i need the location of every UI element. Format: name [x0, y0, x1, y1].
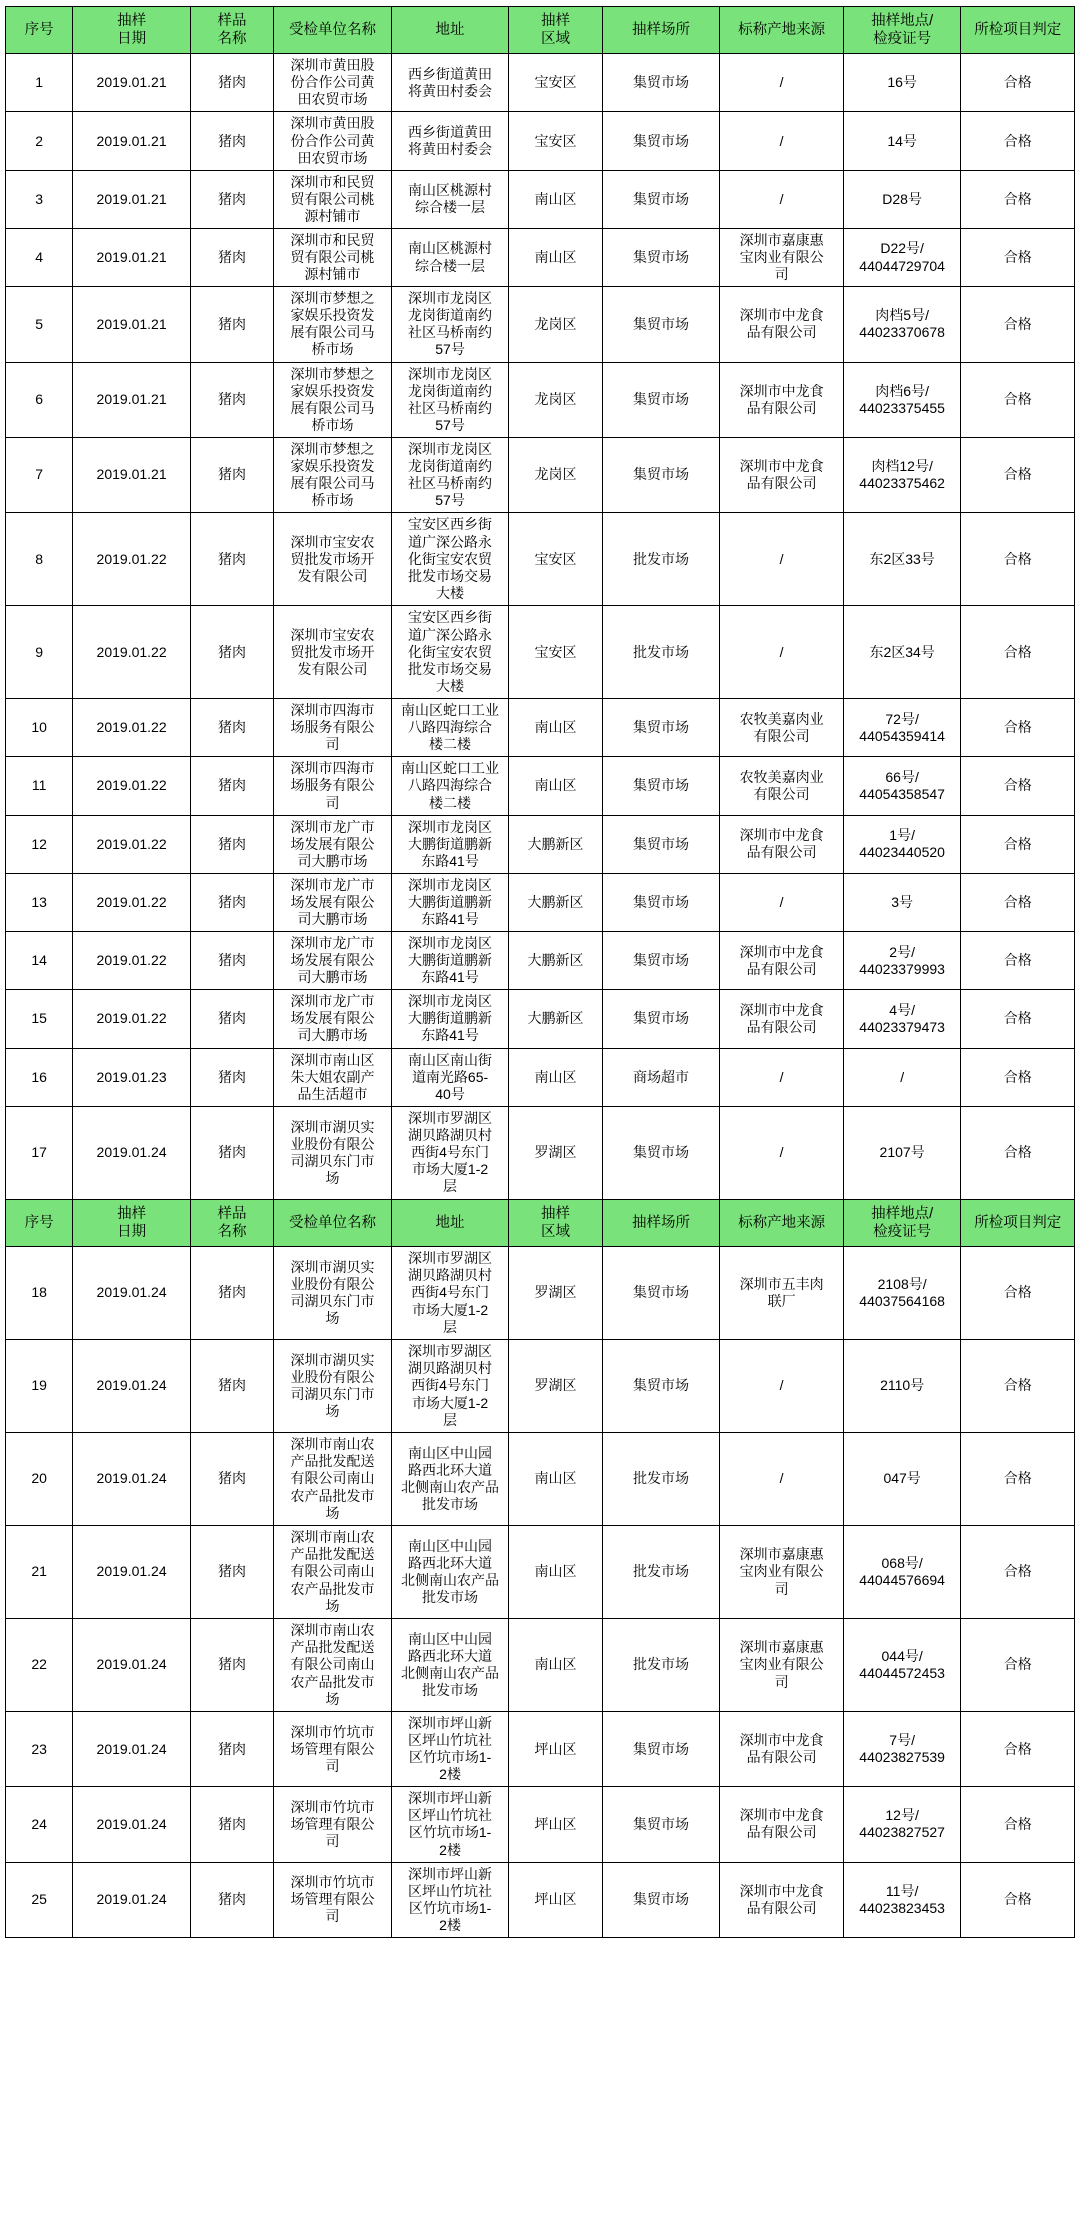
cell-address: 深圳市龙岗区 龙岗街道南约 社区马桥南约 57号: [391, 437, 509, 512]
cell-origin: 深圳市中龙食 品有限公司: [720, 815, 844, 873]
cell-index: 7: [6, 437, 73, 512]
cell-inspected-unit: 深圳市南山农 产品批发配送 有限公司南山 农产品批发市 场: [274, 1619, 392, 1712]
header-date: 抽样 日期: [73, 1199, 191, 1246]
cell-serial: 72号/ 44054359414: [843, 699, 961, 757]
table-row: [6, 1247, 1075, 1340]
cell-region: 宝安区: [509, 606, 602, 699]
cell-serial: 肉档12号/ 44023375462: [843, 437, 961, 512]
table-row: [6, 1619, 1075, 1712]
cell-inspected-unit: 深圳市竹坑市 场管理有限公 司: [274, 1787, 392, 1862]
cell-date: 2019.01.24: [73, 1433, 191, 1526]
cell-serial: 068号/ 44044576694: [843, 1526, 961, 1619]
cell-inspected-unit: 深圳市龙广市 场发展有限公 司大鹏市场: [274, 932, 392, 990]
cell-date: 2019.01.22: [73, 990, 191, 1048]
cell-date: 2019.01.21: [73, 228, 191, 286]
cell-date: 2019.01.22: [73, 699, 191, 757]
cell-date: 2019.01.21: [73, 287, 191, 362]
cell-sample-name: 猪肉: [190, 815, 273, 873]
cell-address: 南山区蛇口工业 八路四海综合 楼二楼: [391, 757, 509, 815]
table-row: [6, 699, 1075, 757]
cell-sample-name: 猪肉: [190, 287, 273, 362]
cell-sample-name: 猪肉: [190, 1340, 273, 1433]
cell-sample-name: 猪肉: [190, 1526, 273, 1619]
cell-region: 南山区: [509, 1619, 602, 1712]
cell-region: 大鹏新区: [509, 873, 602, 931]
cell-result: 合格: [961, 815, 1075, 873]
cell-serial: 2110号: [843, 1340, 961, 1433]
cell-inspected-unit: 深圳市宝安农 贸批发市场开 发有限公司: [274, 606, 392, 699]
cell-serial: 047号: [843, 1433, 961, 1526]
cell-index: 5: [6, 287, 73, 362]
cell-sample-name: 猪肉: [190, 54, 273, 112]
header-sampling-place: 抽样场所: [602, 1199, 720, 1246]
cell-index: 4: [6, 228, 73, 286]
cell-region: 罗湖区: [509, 1106, 602, 1199]
cell-date: 2019.01.24: [73, 1862, 191, 1937]
cell-date: 2019.01.21: [73, 112, 191, 170]
cell-result: 合格: [961, 1787, 1075, 1862]
cell-index: 11: [6, 757, 73, 815]
cell-sampling-place: 集贸市场: [602, 1787, 720, 1862]
cell-address: 深圳市龙岗区 大鹏街道鹏新 东路41号: [391, 932, 509, 990]
cell-index: 16: [6, 1048, 73, 1106]
cell-sample-name: 猪肉: [190, 873, 273, 931]
cell-sample-name: 猪肉: [190, 437, 273, 512]
cell-region: 坪山区: [509, 1787, 602, 1862]
cell-result: 合格: [961, 513, 1075, 606]
cell-origin: 深圳市嘉康惠 宝肉业有限公 司: [720, 1526, 844, 1619]
cell-date: 2019.01.24: [73, 1526, 191, 1619]
table-row: [6, 513, 1075, 606]
cell-origin: 深圳市中龙食 品有限公司: [720, 1862, 844, 1937]
cell-sample-name: 猪肉: [190, 757, 273, 815]
table-row: [6, 1526, 1075, 1619]
cell-origin: /: [720, 170, 844, 228]
cell-origin: 深圳市五丰肉 联厂: [720, 1247, 844, 1340]
cell-sample-name: 猪肉: [190, 228, 273, 286]
cell-index: 21: [6, 1526, 73, 1619]
cell-index: 17: [6, 1106, 73, 1199]
cell-region: 大鹏新区: [509, 990, 602, 1048]
cell-index: 1: [6, 54, 73, 112]
cell-address: 深圳市龙岗区 大鹏街道鹏新 东路41号: [391, 815, 509, 873]
cell-index: 15: [6, 990, 73, 1048]
cell-index: 10: [6, 699, 73, 757]
cell-sample-name: 猪肉: [190, 1433, 273, 1526]
cell-sampling-place: 商场超市: [602, 1048, 720, 1106]
cell-result: 合格: [961, 757, 1075, 815]
cell-sample-name: 猪肉: [190, 1048, 273, 1106]
cell-sampling-place: 集贸市场: [602, 1340, 720, 1433]
cell-sampling-place: 集贸市场: [602, 437, 720, 512]
cell-origin: /: [720, 1048, 844, 1106]
cell-origin: /: [720, 112, 844, 170]
cell-origin: 深圳市中龙食 品有限公司: [720, 1787, 844, 1862]
cell-date: 2019.01.24: [73, 1247, 191, 1340]
cell-date: 2019.01.22: [73, 815, 191, 873]
cell-serial: 肉档6号/ 44023375455: [843, 362, 961, 437]
header-result: 所检项目判定: [961, 7, 1075, 54]
cell-origin: /: [720, 606, 844, 699]
cell-inspected-unit: 深圳市南山农 产品批发配送 有限公司南山 农产品批发市 场: [274, 1433, 392, 1526]
cell-date: 2019.01.22: [73, 513, 191, 606]
cell-region: 宝安区: [509, 112, 602, 170]
table-row: [6, 606, 1075, 699]
cell-index: 24: [6, 1787, 73, 1862]
cell-inspected-unit: 深圳市黄田股 份合作公司黄 田农贸市场: [274, 112, 392, 170]
cell-sampling-place: 集贸市场: [602, 1862, 720, 1937]
cell-date: 2019.01.22: [73, 606, 191, 699]
cell-inspected-unit: 深圳市竹坑市 场管理有限公 司: [274, 1712, 392, 1787]
cell-sampling-place: 集贸市场: [602, 1106, 720, 1199]
header-serial: 抽样地点/ 检疫证号: [843, 7, 961, 54]
cell-region: 南山区: [509, 1433, 602, 1526]
cell-origin: 深圳市中龙食 品有限公司: [720, 990, 844, 1048]
header-origin: 标称产地来源: [720, 7, 844, 54]
cell-serial: D28号: [843, 170, 961, 228]
cell-region: 宝安区: [509, 513, 602, 606]
cell-sample-name: 猪肉: [190, 513, 273, 606]
table-row: [6, 757, 1075, 815]
header-sample-name: 样品 名称: [190, 1199, 273, 1246]
cell-date: 2019.01.22: [73, 873, 191, 931]
cell-sampling-place: 批发市场: [602, 1433, 720, 1526]
cell-address: 深圳市坪山新 区坪山竹坑社 区竹坑市场1- 2楼: [391, 1862, 509, 1937]
header-sampling-place: 抽样场所: [602, 7, 720, 54]
cell-index: 22: [6, 1619, 73, 1712]
cell-sampling-place: 批发市场: [602, 1526, 720, 1619]
cell-region: 龙岗区: [509, 437, 602, 512]
cell-serial: 16号: [843, 54, 961, 112]
cell-result: 合格: [961, 437, 1075, 512]
cell-address: 南山区中山园 路西北环大道 北侧南山农产品 批发市场: [391, 1526, 509, 1619]
cell-address: 深圳市罗湖区 湖贝路湖贝村 西街4号东门 市场大厦1-2 层: [391, 1247, 509, 1340]
cell-origin: 农牧美嘉肉业 有限公司: [720, 699, 844, 757]
cell-address: 宝安区西乡街 道广深公路永 化街宝安农贸 批发市场交易 大楼: [391, 513, 509, 606]
cell-result: 合格: [961, 1862, 1075, 1937]
cell-result: 合格: [961, 873, 1075, 931]
cell-result: 合格: [961, 170, 1075, 228]
cell-sampling-place: 批发市场: [602, 606, 720, 699]
cell-sample-name: 猪肉: [190, 932, 273, 990]
cell-serial: 66号/ 44054358547: [843, 757, 961, 815]
cell-serial: 肉档5号/ 44023370678: [843, 287, 961, 362]
header-index: 序号: [6, 1199, 73, 1246]
cell-index: 25: [6, 1862, 73, 1937]
cell-serial: 2107号: [843, 1106, 961, 1199]
cell-inspected-unit: 深圳市梦想之 家娱乐投资发 展有限公司马 桥市场: [274, 437, 392, 512]
cell-address: 深圳市坪山新 区坪山竹坑社 区竹坑市场1- 2楼: [391, 1712, 509, 1787]
cell-inspected-unit: 深圳市和民贸 贸有限公司桃 源村铺市: [274, 170, 392, 228]
cell-index: 20: [6, 1433, 73, 1526]
cell-region: 龙岗区: [509, 362, 602, 437]
cell-serial: /: [843, 1048, 961, 1106]
cell-region: 南山区: [509, 757, 602, 815]
cell-index: 8: [6, 513, 73, 606]
cell-index: 3: [6, 170, 73, 228]
cell-region: 南山区: [509, 228, 602, 286]
cell-result: 合格: [961, 1048, 1075, 1106]
header-date: 抽样 日期: [73, 7, 191, 54]
table-header-row: [6, 7, 1075, 54]
cell-inspected-unit: 深圳市和民贸 贸有限公司桃 源村铺市: [274, 228, 392, 286]
cell-index: 18: [6, 1247, 73, 1340]
cell-address: 宝安区西乡街 道广深公路永 化街宝安农贸 批发市场交易 大楼: [391, 606, 509, 699]
cell-index: 12: [6, 815, 73, 873]
cell-origin: /: [720, 873, 844, 931]
cell-inspected-unit: 深圳市湖贝实 业股份有限公 司湖贝东门市 场: [274, 1340, 392, 1433]
cell-date: 2019.01.22: [73, 932, 191, 990]
cell-region: 大鹏新区: [509, 815, 602, 873]
cell-serial: 14号: [843, 112, 961, 170]
cell-index: 23: [6, 1712, 73, 1787]
cell-sampling-place: 集贸市场: [602, 287, 720, 362]
cell-address: 深圳市龙岗区 大鹏街道鹏新 东路41号: [391, 990, 509, 1048]
cell-sampling-place: 集贸市场: [602, 873, 720, 931]
cell-serial: 7号/ 44023827539: [843, 1712, 961, 1787]
cell-address: 西乡街道黄田 将黄田村委会: [391, 54, 509, 112]
cell-sample-name: 猪肉: [190, 1106, 273, 1199]
cell-sampling-place: 集贸市场: [602, 1247, 720, 1340]
cell-result: 合格: [961, 287, 1075, 362]
cell-origin: 深圳市嘉康惠 宝肉业有限公 司: [720, 1619, 844, 1712]
cell-sampling-place: 集贸市场: [602, 362, 720, 437]
header-region: 抽样 区域: [509, 1199, 602, 1246]
cell-region: 罗湖区: [509, 1247, 602, 1340]
cell-sampling-place: 集贸市场: [602, 170, 720, 228]
cell-date: 2019.01.22: [73, 757, 191, 815]
cell-index: 9: [6, 606, 73, 699]
cell-origin: /: [720, 1433, 844, 1526]
cell-origin: 深圳市中龙食 品有限公司: [720, 437, 844, 512]
cell-inspected-unit: 深圳市龙广市 场发展有限公 司大鹏市场: [274, 873, 392, 931]
cell-serial: 3号: [843, 873, 961, 931]
cell-date: 2019.01.24: [73, 1106, 191, 1199]
table-row: [6, 287, 1075, 362]
table-row: [6, 815, 1075, 873]
table-row: [6, 1862, 1075, 1937]
cell-sample-name: 猪肉: [190, 990, 273, 1048]
cell-origin: 深圳市中龙食 品有限公司: [720, 1712, 844, 1787]
table-row: [6, 170, 1075, 228]
table-row: [6, 362, 1075, 437]
cell-sample-name: 猪肉: [190, 1247, 273, 1340]
header-address: 地址: [391, 1199, 509, 1246]
cell-sampling-place: 集贸市场: [602, 757, 720, 815]
cell-date: 2019.01.24: [73, 1787, 191, 1862]
cell-region: 坪山区: [509, 1862, 602, 1937]
cell-result: 合格: [961, 606, 1075, 699]
cell-serial: 东2区33号: [843, 513, 961, 606]
cell-sample-name: 猪肉: [190, 112, 273, 170]
cell-serial: 2号/ 44023379993: [843, 932, 961, 990]
table-row: [6, 1048, 1075, 1106]
table-row: [6, 1787, 1075, 1862]
cell-inspected-unit: 深圳市南山农 产品批发配送 有限公司南山 农产品批发市 场: [274, 1526, 392, 1619]
cell-result: 合格: [961, 1106, 1075, 1199]
cell-address: 深圳市龙岗区 大鹏街道鹏新 东路41号: [391, 873, 509, 931]
cell-sampling-place: 集贸市场: [602, 228, 720, 286]
cell-index: 14: [6, 932, 73, 990]
cell-origin: /: [720, 513, 844, 606]
cell-origin: /: [720, 1340, 844, 1433]
cell-result: 合格: [961, 228, 1075, 286]
cell-sample-name: 猪肉: [190, 699, 273, 757]
cell-inspected-unit: 深圳市湖贝实 业股份有限公 司湖贝东门市 场: [274, 1106, 392, 1199]
cell-date: 2019.01.24: [73, 1712, 191, 1787]
header-result: 所检项目判定: [961, 1199, 1075, 1246]
cell-serial: 12号/ 44023827527: [843, 1787, 961, 1862]
table-row: [6, 437, 1075, 512]
cell-inspected-unit: 深圳市竹坑市 场管理有限公 司: [274, 1862, 392, 1937]
cell-sampling-place: 集贸市场: [602, 932, 720, 990]
table-row: [6, 1340, 1075, 1433]
cell-date: 2019.01.21: [73, 437, 191, 512]
cell-index: 6: [6, 362, 73, 437]
cell-region: 大鹏新区: [509, 932, 602, 990]
cell-serial: 2108号/ 44037564168: [843, 1247, 961, 1340]
cell-inspected-unit: 深圳市湖贝实 业股份有限公 司湖贝东门市 场: [274, 1247, 392, 1340]
inspection-results-table: [5, 6, 1075, 1938]
cell-inspected-unit: 深圳市龙广市 场发展有限公 司大鹏市场: [274, 815, 392, 873]
cell-serial: 044号/ 44044572453: [843, 1619, 961, 1712]
cell-sample-name: 猪肉: [190, 1787, 273, 1862]
header-index: 序号: [6, 7, 73, 54]
cell-origin: 深圳市嘉康惠 宝肉业有限公 司: [720, 228, 844, 286]
cell-sampling-place: 集贸市场: [602, 990, 720, 1048]
cell-serial: 1号/ 44023440520: [843, 815, 961, 873]
cell-region: 南山区: [509, 170, 602, 228]
cell-result: 合格: [961, 932, 1075, 990]
cell-result: 合格: [961, 990, 1075, 1048]
header-inspected-unit: 受检单位名称: [274, 1199, 392, 1246]
cell-address: 深圳市罗湖区 湖贝路湖贝村 西街4号东门 市场大厦1-2 层: [391, 1106, 509, 1199]
cell-address: 深圳市罗湖区 湖贝路湖贝村 西街4号东门 市场大厦1-2 层: [391, 1340, 509, 1433]
cell-sampling-place: 集贸市场: [602, 699, 720, 757]
cell-origin: /: [720, 1106, 844, 1199]
cell-origin: 农牧美嘉肉业 有限公司: [720, 757, 844, 815]
cell-inspected-unit: 深圳市龙广市 场发展有限公 司大鹏市场: [274, 990, 392, 1048]
cell-index: 13: [6, 873, 73, 931]
cell-address: 南山区桃源村 综合楼一层: [391, 170, 509, 228]
cell-inspected-unit: 深圳市南山区 朱大姐农副产 品生活超市: [274, 1048, 392, 1106]
table-row: [6, 873, 1075, 931]
table-row: [6, 990, 1075, 1048]
cell-address: 深圳市龙岗区 龙岗街道南约 社区马桥南约 57号: [391, 362, 509, 437]
cell-inspected-unit: 深圳市宝安农 贸批发市场开 发有限公司: [274, 513, 392, 606]
cell-inspected-unit: 深圳市四海市 场服务有限公 司: [274, 699, 392, 757]
cell-region: 龙岗区: [509, 287, 602, 362]
cell-date: 2019.01.24: [73, 1619, 191, 1712]
cell-inspected-unit: 深圳市梦想之 家娱乐投资发 展有限公司马 桥市场: [274, 287, 392, 362]
cell-inspected-unit: 深圳市黄田股 份合作公司黄 田农贸市场: [274, 54, 392, 112]
cell-result: 合格: [961, 1433, 1075, 1526]
header-sample-name: 样品 名称: [190, 7, 273, 54]
cell-result: 合格: [961, 1247, 1075, 1340]
table-row: [6, 1433, 1075, 1526]
cell-address: 南山区南山街 道南光路65- 40号: [391, 1048, 509, 1106]
cell-result: 合格: [961, 362, 1075, 437]
table-row: [6, 112, 1075, 170]
header-region: 抽样 区域: [509, 7, 602, 54]
cell-date: 2019.01.21: [73, 170, 191, 228]
cell-date: 2019.01.24: [73, 1340, 191, 1433]
cell-serial: D22号/ 44044729704: [843, 228, 961, 286]
cell-sampling-place: 集贸市场: [602, 112, 720, 170]
cell-index: 2: [6, 112, 73, 170]
cell-serial: 4号/ 44023379473: [843, 990, 961, 1048]
cell-address: 南山区中山园 路西北环大道 北侧南山农产品 批发市场: [391, 1433, 509, 1526]
cell-address: 南山区中山园 路西北环大道 北侧南山农产品 批发市场: [391, 1619, 509, 1712]
cell-address: 深圳市坪山新 区坪山竹坑社 区竹坑市场1- 2楼: [391, 1787, 509, 1862]
cell-serial: 东2区34号: [843, 606, 961, 699]
cell-sampling-place: 集贸市场: [602, 54, 720, 112]
cell-sampling-place: 批发市场: [602, 513, 720, 606]
cell-result: 合格: [961, 1712, 1075, 1787]
cell-result: 合格: [961, 1340, 1075, 1433]
cell-address: 西乡街道黄田 将黄田村委会: [391, 112, 509, 170]
cell-sampling-place: 批发市场: [602, 1619, 720, 1712]
cell-sampling-place: 集贸市场: [602, 815, 720, 873]
table-row: [6, 1106, 1075, 1199]
cell-inspected-unit: 深圳市四海市 场服务有限公 司: [274, 757, 392, 815]
cell-address: 南山区桃源村 综合楼一层: [391, 228, 509, 286]
cell-origin: /: [720, 54, 844, 112]
cell-sample-name: 猪肉: [190, 606, 273, 699]
cell-region: 罗湖区: [509, 1340, 602, 1433]
cell-address: 深圳市龙岗区 龙岗街道南约 社区马桥南约 57号: [391, 287, 509, 362]
cell-sample-name: 猪肉: [190, 1619, 273, 1712]
cell-date: 2019.01.21: [73, 362, 191, 437]
cell-sampling-place: 集贸市场: [602, 1712, 720, 1787]
cell-sample-name: 猪肉: [190, 1712, 273, 1787]
header-serial: 抽样地点/ 检疫证号: [843, 1199, 961, 1246]
cell-origin: 深圳市中龙食 品有限公司: [720, 287, 844, 362]
cell-origin: 深圳市中龙食 品有限公司: [720, 932, 844, 990]
table-header-row: [6, 1199, 1075, 1246]
cell-region: 宝安区: [509, 54, 602, 112]
header-address: 地址: [391, 7, 509, 54]
cell-date: 2019.01.21: [73, 54, 191, 112]
cell-date: 2019.01.23: [73, 1048, 191, 1106]
cell-sample-name: 猪肉: [190, 362, 273, 437]
cell-sample-name: 猪肉: [190, 170, 273, 228]
cell-result: 合格: [961, 1619, 1075, 1712]
cell-inspected-unit: 深圳市梦想之 家娱乐投资发 展有限公司马 桥市场: [274, 362, 392, 437]
header-origin: 标称产地来源: [720, 1199, 844, 1246]
cell-index: 19: [6, 1340, 73, 1433]
cell-result: 合格: [961, 54, 1075, 112]
header-inspected-unit: 受检单位名称: [274, 7, 392, 54]
table-row: [6, 932, 1075, 990]
cell-region: 坪山区: [509, 1712, 602, 1787]
table-row: [6, 54, 1075, 112]
cell-sample-name: 猪肉: [190, 1862, 273, 1937]
table-row: [6, 1712, 1075, 1787]
cell-region: 南山区: [509, 1526, 602, 1619]
cell-result: 合格: [961, 699, 1075, 757]
cell-result: 合格: [961, 112, 1075, 170]
cell-origin: 深圳市中龙食 品有限公司: [720, 362, 844, 437]
cell-region: 南山区: [509, 699, 602, 757]
cell-region: 南山区: [509, 1048, 602, 1106]
cell-result: 合格: [961, 1526, 1075, 1619]
cell-address: 南山区蛇口工业 八路四海综合 楼二楼: [391, 699, 509, 757]
table-row: [6, 228, 1075, 286]
cell-serial: 11号/ 44023823453: [843, 1862, 961, 1937]
